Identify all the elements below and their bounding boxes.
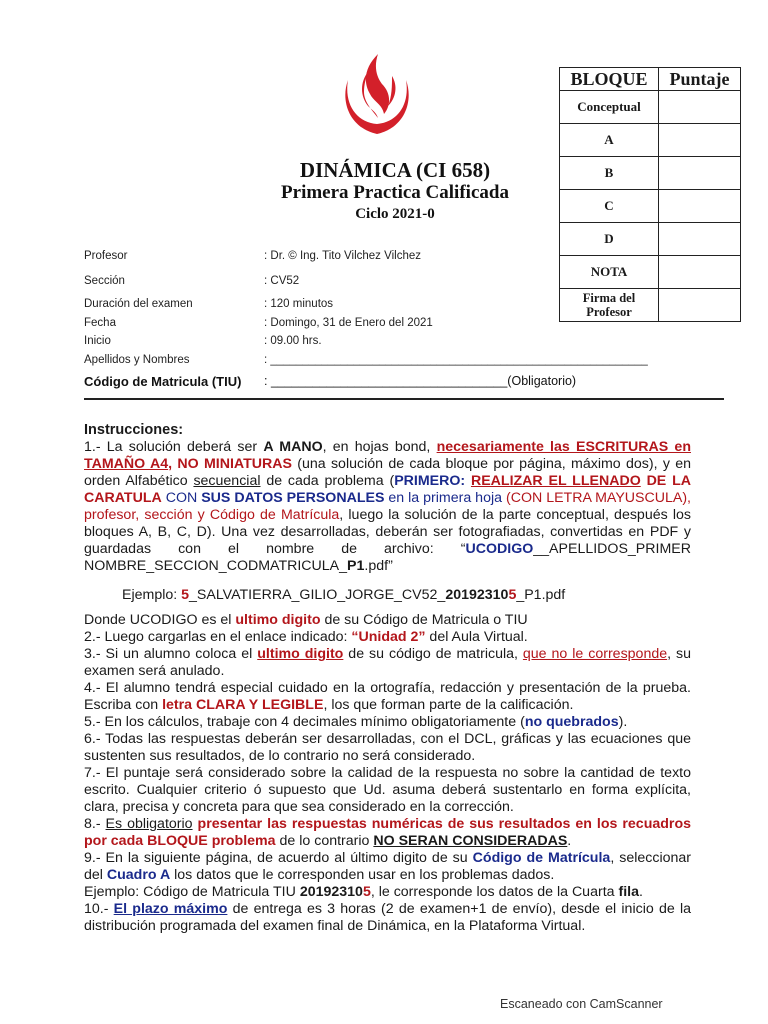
text: ).: [618, 714, 628, 730]
text: NO SERAN CONSIDERADAS: [373, 833, 568, 849]
text: _P1.pdf: [516, 587, 566, 603]
text: 10.-: [84, 901, 114, 917]
seccion-value: : CV52: [264, 275, 300, 287]
instruction-8: [84, 816, 691, 850]
codigo-field[interactable]: : __________________________________(Obligatorio): [264, 374, 577, 388]
instruction-9b: [84, 884, 691, 901]
text: en: [384, 490, 409, 506]
text: presentar las respuestas numéricas de sus resultados en los recuadros por cada BLOQUE problema: [84, 816, 691, 849]
text: , le corresponde los datos de la Cuarta: [370, 884, 619, 900]
score-row-nota: NOTA: [560, 256, 659, 289]
text: NO MINIATURAS: [177, 456, 292, 472]
text: 9.- En la siguiente página, de acuerdo al último digito de su: [84, 850, 473, 866]
duracion-label: Duración del examen: [84, 298, 193, 310]
text: 20192310: [445, 587, 509, 603]
text: 2.- Luego cargarlas en el enlace indicado:: [84, 629, 352, 645]
text: los datos que le corresponden usar en los problemas dados.: [170, 867, 555, 883]
text: necesariamente las ESCRITURAS en: [436, 439, 691, 455]
text: P1: [347, 558, 365, 574]
score-cell[interactable]: [659, 190, 741, 223]
firma-line-2: Profesor: [586, 305, 632, 319]
text: __APELLIDOS_PRIMER NOMBRE_SECCION_CODMATRICULA_: [84, 541, 691, 574]
text: 3.- Si un alumno coloca el: [84, 646, 258, 662]
text: que no le corresponde: [522, 646, 668, 662]
text: UCODIGO: [465, 541, 534, 557]
score-row-firma: [560, 289, 659, 322]
instruction-6: 6.- Todas las respuestas deberán ser desarrolladas, con el DCL, gráficas y las ecuaciones que sustenten sus resultados, de lo contrario no será considerado.: [84, 731, 691, 764]
score-cell[interactable]: [659, 124, 741, 157]
text: , seleccionar del: [84, 850, 691, 883]
instruction-donde: [84, 612, 691, 629]
instruction-2: [84, 629, 691, 646]
instruction-4: [84, 680, 691, 714]
apellidos-field[interactable]: : ___________________________________________________________: [264, 354, 648, 366]
text: Ejemplo:: [122, 587, 182, 603]
text: 5: [362, 884, 371, 900]
profesor-label: Profesor: [84, 250, 128, 262]
exam-subtitle: Primera Practica Calificada: [281, 182, 509, 203]
text: .: [567, 833, 572, 849]
score-row-b: B: [560, 157, 659, 190]
text: Código de Matrícula: [472, 850, 611, 866]
text: 1.- La solución deberá ser: [84, 439, 264, 455]
text: Cuadro A: [106, 867, 171, 883]
profesor-value: : Dr. © Ing. Tito Vilchez Vilchez: [264, 250, 421, 262]
instruction-3: [84, 646, 691, 680]
inicio-label: Inicio: [84, 335, 111, 347]
text: TAMAÑO A4: [84, 456, 169, 472]
instruction-1: [84, 439, 691, 575]
text: de lo contrario: [275, 833, 374, 849]
text: fila: [618, 884, 639, 900]
seccion-label: Sección: [84, 275, 125, 287]
text: , en hojas bond,: [322, 439, 437, 455]
text: PRIMERO:: [394, 473, 471, 489]
score-cell[interactable]: [659, 157, 741, 190]
score-row-conceptual: Conceptual: [560, 91, 659, 124]
text: ,: [168, 456, 178, 472]
text: SUS DATOS PERSONALES: [201, 490, 385, 506]
score-cell[interactable]: [659, 223, 741, 256]
score-row-c: C: [560, 190, 659, 223]
firma-line-1: Firma del: [582, 291, 636, 305]
text: ultimo digito: [257, 646, 344, 662]
text: “Unidad 2”: [351, 629, 426, 645]
instruction-5: [84, 714, 691, 731]
exam-cycle: Ciclo 2021-0: [355, 206, 435, 222]
text: ultimo digito: [235, 612, 321, 628]
divider: [84, 398, 724, 400]
score-row-d: D: [560, 223, 659, 256]
title-block: [250, 158, 540, 224]
text: la primera hoja: [408, 490, 503, 506]
exam-title: DINÁMICA (CI 658): [299, 158, 491, 182]
text: de cada problema (: [260, 473, 395, 489]
score-row-a: A: [560, 124, 659, 157]
fecha-label: Fecha: [84, 317, 116, 329]
text: (una solución de cada bloque por página, máximo dos), y en orden Alfabético: [84, 456, 691, 489]
text: , su examen será anulado.: [84, 646, 691, 679]
score-header-puntaje: Puntaje: [659, 68, 741, 91]
text: (CON LETRA MAYUSCULA), profesor, sección y Código de Matrícula: [84, 490, 692, 523]
text: A MANO: [263, 439, 323, 455]
fecha-value: : Domingo, 31 de Enero del 2021: [264, 317, 433, 329]
text: Ejemplo: Código de Matricula TIU: [84, 884, 300, 900]
instructions-heading: Instrucciones:: [84, 422, 184, 438]
inicio-value: : 09.00 hrs.: [264, 335, 322, 347]
text: Es obligatorio: [105, 816, 193, 832]
text: _SALVATIERRA_GILIO_JORGE_CV52_: [189, 587, 446, 603]
score-table: [559, 67, 741, 322]
text: secuencial: [193, 473, 261, 489]
score-cell[interactable]: [659, 289, 741, 322]
university-logo: [338, 52, 416, 142]
instruction-10: [84, 901, 691, 935]
text: Donde UCODIGO es el: [84, 612, 236, 628]
score-cell[interactable]: [659, 256, 741, 289]
instruction-7: 7.- El puntaje será considerado sobre la calidad de la respuesta no sobre la cantidad de texto escrito. Cualquier criterio ó supuesto que Ud. asuma deberá sustentarlo en forma explícita, clara, precisa y concreta para que sea considerado en la corrección.: [84, 765, 691, 815]
text: CON: [161, 490, 202, 506]
text: .: [638, 884, 643, 900]
score-cell[interactable]: [659, 91, 741, 124]
text: 5.- En los cálculos, trabaje con 4 decimales mínimo obligatoriamente (: [84, 714, 525, 730]
text: de su código de matricula,: [343, 646, 523, 662]
text: , los que forman parte de la calificación.: [323, 697, 574, 713]
codigo-label: Código de Matricula (TIU): [84, 374, 242, 389]
text: 5: [508, 587, 517, 603]
scanner-watermark: Escaneado con CamScanner: [500, 997, 663, 1011]
text: , luego la solución de la parte conceptual, después los bloques A, B, C, D). Una vez desarrolladas, deberán ser fotografiadas, convertidas en PDF y guardadas con el nombre de archivo: “: [84, 507, 691, 557]
instruction-9: [84, 850, 691, 884]
apellidos-label: Apellidos y Nombres: [84, 354, 190, 366]
score-header-bloque: BLOQUE: [560, 68, 659, 91]
duracion-value: : 120 minutos: [264, 298, 334, 310]
text: El plazo máximo: [113, 901, 228, 917]
text: de entrega es 3 horas (2 de examen+1 de envío), desde el inicio de la distribución programada del examen final de Dinámica, en la Plataforma Virtual.: [84, 901, 691, 934]
text: .pdf”: [364, 558, 393, 574]
example-filename: [122, 587, 691, 604]
text: 8.-: [84, 816, 106, 832]
text: 4.- El alumno tendrá especial cuidado en la ortografía, redacción y presentación de la prueba. Escriba con: [84, 680, 691, 713]
text: de su Código de Matricula o TIU: [320, 612, 528, 628]
text: DE LA CARATULA: [84, 473, 692, 506]
text: 20192310: [299, 884, 363, 900]
text: letra CLARA Y LEGIBLE: [162, 697, 324, 713]
text: del Aula Virtual.: [425, 629, 528, 645]
text: no quebrados: [524, 714, 619, 730]
text: REALIZAR EL LLENADO: [470, 473, 641, 489]
instructions: [84, 422, 691, 935]
text: 5: [181, 587, 190, 603]
